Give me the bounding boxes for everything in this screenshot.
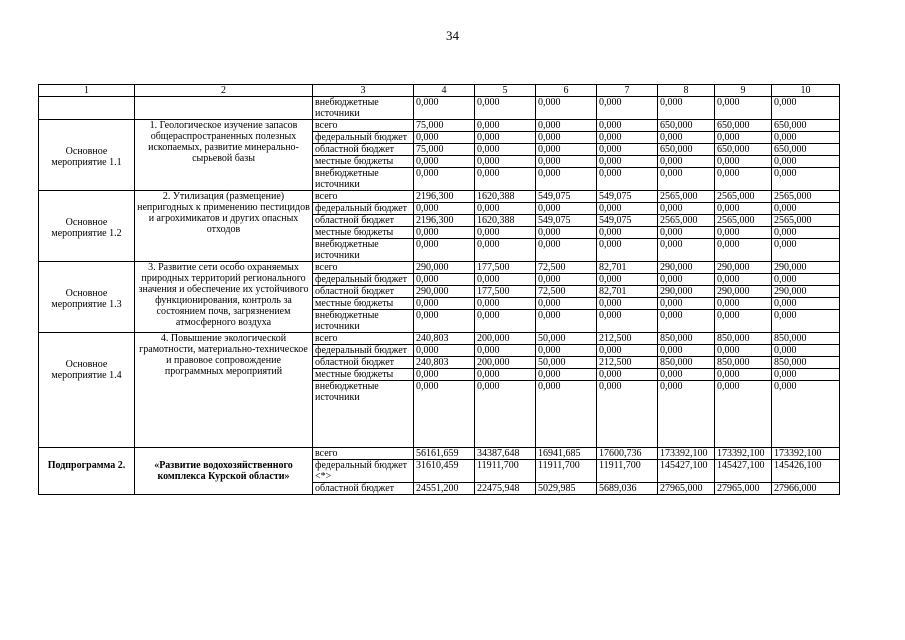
budget-table [38,84,840,495]
value-cell: 145427,100 [658,460,715,483]
source-cell: федеральный бюджет [313,203,414,215]
value-cell: 650,000 [772,120,840,132]
column-numbers-row [39,85,840,97]
value-cell: 0,000 [475,274,536,286]
source-cell: федеральный бюджет <*> [313,460,414,483]
value-cell: 0,000 [715,156,772,168]
value-cell: 0,000 [414,274,475,286]
value-cell: 650,000 [715,144,772,156]
value-cell: 75,000 [414,144,475,156]
value-cell: 0,000 [475,132,536,144]
value-cell: 50,000 [536,333,597,345]
value-cell: 0,000 [715,97,772,120]
event-name [135,191,313,262]
source-cell: всего [313,120,414,132]
value-cell: 0,000 [536,144,597,156]
value-cell: 0,000 [772,369,840,381]
source-cell: внебюджетные источники [313,168,414,191]
value-cell: 0,000 [597,239,658,262]
value-cell: 0,000 [597,298,658,310]
value-cell: 0,000 [414,227,475,239]
value-cell: 0,000 [715,345,772,357]
value-cell: 0,000 [597,274,658,286]
value-cell: 200,000 [475,333,536,345]
value-cell: 27965,000 [658,483,715,495]
value-cell: 240,803 [414,357,475,369]
source-cell: областной бюджет [313,144,414,156]
value-cell: 0,000 [772,298,840,310]
value-cell: 72,500 [536,286,597,298]
value-cell: 212,500 [597,357,658,369]
value-cell: 0,000 [414,298,475,310]
value-cell: 0,000 [475,227,536,239]
column-number-10: 10 [772,85,840,97]
source-cell: всего [313,262,414,274]
value-cell: 0,000 [658,239,715,262]
value-cell: 200,000 [475,357,536,369]
value-cell: 0,000 [414,168,475,191]
value-cell: 0,000 [475,168,536,191]
value-cell: 0,000 [597,203,658,215]
value-cell: 2565,000 [658,215,715,227]
event-name-text: 3. Развитие сети особо охраняемых природных территорий регионального значения и обеспечение их устойчивого функционирования, контроль за состоянием почв, загрязнением атмосферного воздуха [138,262,309,328]
value-cell: 0,000 [536,274,597,286]
value-cell: 0,000 [536,381,597,448]
value-cell: 0,000 [658,227,715,239]
value-cell: 0,000 [772,239,840,262]
value-cell: 0,000 [475,381,536,448]
column-number-4: 4 [414,85,475,97]
value-cell: 0,000 [536,97,597,120]
value-cell: 0,000 [536,156,597,168]
source-cell: областной бюджет [313,357,414,369]
value-cell: 173392,100 [715,448,772,460]
value-cell: 0,000 [772,97,840,120]
value-cell: 850,000 [772,333,840,345]
event-2-row [39,191,840,203]
value-cell: 0,000 [536,345,597,357]
value-cell: 0,000 [475,156,536,168]
value-cell: 0,000 [658,156,715,168]
value-cell: 0,000 [597,310,658,333]
value-cell: 0,000 [414,369,475,381]
value-cell: 0,000 [715,168,772,191]
continuation-row [39,97,840,120]
value-cell: 50,000 [536,357,597,369]
source-cell: внебюджетные источники [313,97,414,120]
value-cell: 145427,100 [715,460,772,483]
value-cell: 0,000 [658,97,715,120]
value-cell: 17600,736 [597,448,658,460]
value-cell: 0,000 [414,97,475,120]
value-cell: 11911,700 [597,460,658,483]
value-cell: 0,000 [772,203,840,215]
event-3-row [39,262,840,274]
value-cell: 0,000 [597,369,658,381]
event-name-text: 2. Утилизация (размещение) непригодных к применению пестицидов и агрохимикатов и других опасных отходов [137,191,310,235]
event-name [135,120,313,191]
value-cell: 75,000 [414,120,475,132]
event-name-text: 4. Повышение экологической грамотности, материально-техническое и правовое сопровождение программных мероприятий [139,333,308,377]
value-cell: 0,000 [414,345,475,357]
value-cell: 650,000 [772,144,840,156]
value-cell: 290,000 [715,286,772,298]
value-cell: 5029,985 [536,483,597,495]
value-cell: 0,000 [475,144,536,156]
value-cell: 173392,100 [772,448,840,460]
value-cell: 0,000 [414,156,475,168]
value-cell: 850,000 [715,333,772,345]
value-cell: 0,000 [475,310,536,333]
value-cell: 72,500 [536,262,597,274]
column-number-5: 5 [475,85,536,97]
value-cell: 0,000 [715,203,772,215]
value-cell: 0,000 [475,203,536,215]
value-cell: 549,075 [597,191,658,203]
value-cell: 0,000 [658,132,715,144]
value-cell: 650,000 [658,120,715,132]
value-cell: 2565,000 [772,215,840,227]
event-title: Основное мероприятие 1.2 [51,217,122,239]
event-name [135,262,313,333]
value-cell: 0,000 [658,203,715,215]
value-cell: 0,000 [414,203,475,215]
value-cell: 0,000 [597,120,658,132]
value-cell: 31610,459 [414,460,475,483]
value-cell: 0,000 [772,132,840,144]
value-cell: 240,803 [414,333,475,345]
name-cell [135,97,313,120]
value-cell: 0,000 [536,227,597,239]
column-number-3: 3 [313,85,414,97]
event-4-row [39,333,840,345]
value-cell: 0,000 [772,156,840,168]
value-cell: 0,000 [658,345,715,357]
value-cell: 290,000 [715,262,772,274]
value-cell: 290,000 [772,286,840,298]
value-cell: 145426,100 [772,460,840,483]
event-name-text: 1. Геологическое изучение запасов общераспространенных полезных ископаемых, развитие минерально-сырьевой базы [148,120,299,164]
value-cell: 1620,388 [475,215,536,227]
value-cell: 0,000 [536,132,597,144]
page-number: 34 [446,28,459,43]
value-cell: 0,000 [414,381,475,448]
value-cell: 11911,700 [475,460,536,483]
value-cell: 0,000 [475,369,536,381]
event-label [39,262,135,333]
value-cell: 2565,000 [772,191,840,203]
value-cell: 850,000 [715,357,772,369]
value-cell: 850,000 [658,357,715,369]
column-number-9: 9 [715,85,772,97]
value-cell: 82,701 [597,286,658,298]
value-cell: 1620,388 [475,191,536,203]
value-cell: 290,000 [658,286,715,298]
value-cell: 0,000 [597,97,658,120]
event-label [39,120,135,191]
value-cell: 0,000 [772,310,840,333]
value-cell: 0,000 [658,168,715,191]
value-cell: 0,000 [536,203,597,215]
value-cell: 0,000 [772,274,840,286]
value-cell: 0,000 [715,227,772,239]
value-cell: 0,000 [414,239,475,262]
event-title: Основное мероприятие 1.3 [51,288,122,310]
value-cell: 0,000 [658,274,715,286]
value-cell: 11911,700 [536,460,597,483]
value-cell: 0,000 [658,381,715,448]
event-label [39,191,135,262]
value-cell: 2196,300 [414,191,475,203]
value-cell: 0,000 [475,345,536,357]
value-cell: 212,500 [597,333,658,345]
value-cell: 0,000 [475,120,536,132]
value-cell: 0,000 [536,369,597,381]
event-name [135,448,313,495]
value-cell: 0,000 [715,298,772,310]
source-cell: всего [313,191,414,203]
value-cell: 2565,000 [658,191,715,203]
source-cell: внебюджетные источники [313,239,414,262]
value-cell: 5689,036 [597,483,658,495]
source-cell: местные бюджеты [313,227,414,239]
value-cell: 0,000 [536,298,597,310]
value-cell: 173392,100 [658,448,715,460]
value-cell: 34387,648 [475,448,536,460]
source-cell: местные бюджеты [313,369,414,381]
source-cell: областной бюджет [313,483,414,495]
event-1-row [39,120,840,132]
source-cell: областной бюджет [313,215,414,227]
value-cell: 2565,000 [715,215,772,227]
value-cell: 0,000 [536,310,597,333]
column-number-2: 2 [135,85,313,97]
column-number-1: 1 [39,85,135,97]
value-cell: 0,000 [597,345,658,357]
value-cell: 24551,200 [414,483,475,495]
value-cell: 0,000 [715,274,772,286]
value-cell: 0,000 [597,381,658,448]
value-cell: 650,000 [715,120,772,132]
value-cell: 0,000 [475,239,536,262]
value-cell: 27965,000 [715,483,772,495]
source-cell: всего [313,333,414,345]
source-cell: федеральный бюджет [313,274,414,286]
value-cell: 0,000 [715,239,772,262]
value-cell: 0,000 [414,132,475,144]
value-cell: 549,075 [536,191,597,203]
value-cell: 0,000 [658,298,715,310]
event-title: Основное мероприятие 1.4 [51,359,122,381]
value-cell: 0,000 [597,168,658,191]
value-cell: 0,000 [772,168,840,191]
event-title: Основное мероприятие 1.1 [51,146,122,168]
value-cell: 0,000 [772,381,840,448]
value-cell: 0,000 [772,345,840,357]
event-name [135,333,313,448]
value-cell: 0,000 [536,168,597,191]
value-cell: 0,000 [658,310,715,333]
value-cell: 290,000 [414,262,475,274]
value-cell: 22475,948 [475,483,536,495]
event-label [39,333,135,448]
value-cell: 2565,000 [715,191,772,203]
value-cell: 0,000 [536,120,597,132]
value-cell: 0,000 [715,310,772,333]
value-cell: 177,500 [475,286,536,298]
value-cell: 0,000 [715,381,772,448]
value-cell: 0,000 [597,227,658,239]
column-number-6: 6 [536,85,597,97]
source-cell: федеральный бюджет [313,132,414,144]
value-cell: 549,075 [597,215,658,227]
event-title: Подпрограмма 2. [47,460,126,471]
source-cell: всего [313,448,414,460]
value-cell: 0,000 [597,156,658,168]
value-cell: 0,000 [414,310,475,333]
value-cell: 650,000 [658,144,715,156]
value-cell: 82,701 [597,262,658,274]
value-cell: 0,000 [658,369,715,381]
value-cell: 290,000 [414,286,475,298]
value-cell: 177,500 [475,262,536,274]
value-cell: 0,000 [597,144,658,156]
source-cell: местные бюджеты [313,298,414,310]
value-cell: 27966,000 [772,483,840,495]
value-cell: 549,075 [536,215,597,227]
value-cell: 850,000 [658,333,715,345]
source-cell: местные бюджеты [313,156,414,168]
subprogram-2-row [39,448,840,460]
source-cell: федеральный бюджет [313,345,414,357]
value-cell: 0,000 [715,369,772,381]
source-cell: областной бюджет [313,286,414,298]
value-cell: 0,000 [597,132,658,144]
source-cell: внебюджетные источники [313,310,414,333]
value-cell: 290,000 [658,262,715,274]
value-cell: 290,000 [772,262,840,274]
value-cell: 0,000 [475,97,536,120]
value-cell: 0,000 [536,239,597,262]
value-cell: 0,000 [475,298,536,310]
event-cell [39,97,135,120]
event-name-text: «Развитие водохозяйственного комплекса Курской области» [154,460,293,482]
source-cell: внебюджетные источники [313,381,414,448]
event-label [39,448,135,495]
value-cell: 0,000 [772,227,840,239]
value-cell: 56161,659 [414,448,475,460]
value-cell: 850,000 [772,357,840,369]
value-cell: 0,000 [715,132,772,144]
column-number-8: 8 [658,85,715,97]
column-number-7: 7 [597,85,658,97]
value-cell: 2196,300 [414,215,475,227]
value-cell: 16941,685 [536,448,597,460]
